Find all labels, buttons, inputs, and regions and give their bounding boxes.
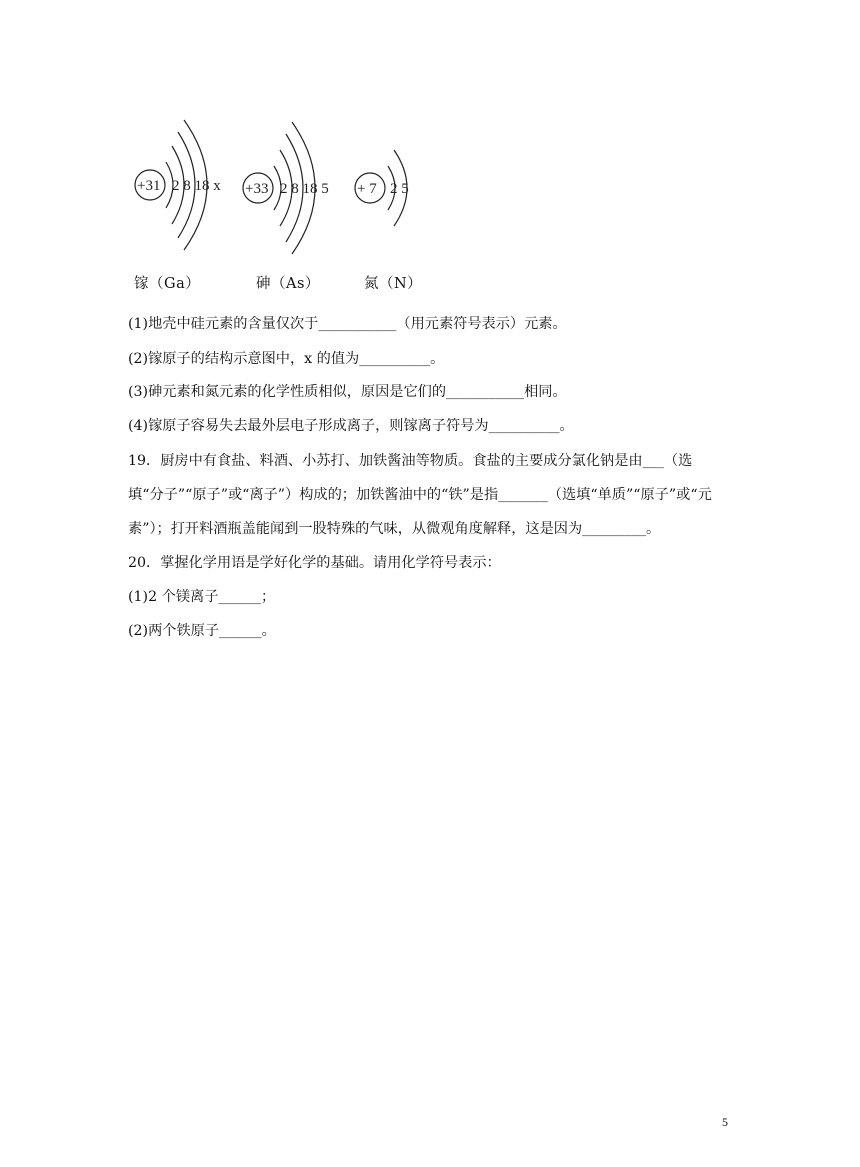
question-20-part-2: (2)两个铁原子______。 <box>128 623 276 639</box>
question-18-part-3: (3)砷元素和氮元素的化学性质相似，原因是它们的___________相同。 <box>128 384 567 400</box>
gallium-label: 镓（Ga） <box>134 276 201 292</box>
page-number: 5 <box>722 1115 728 1129</box>
arsenic-label: 砷（As） <box>256 276 320 292</box>
question-20-part-1: (1)2 个镁离子______； <box>128 589 276 605</box>
question-18-part-4: (4)镓原子容易失去最外层电子形成离子，则镓离子符号为__________。 <box>128 418 574 434</box>
atom-structure-figure <box>128 110 448 300</box>
gallium-atom-diagram <box>128 110 238 260</box>
arsenic-nucleus: +33 <box>245 181 269 197</box>
gallium-shells: 2 8 18 x <box>172 178 221 194</box>
question-19-line-2: 填“分子”“原子”或“离子”）构成的；加铁酱油中的“铁”是指_______（选填“单质”“原子”或“元 <box>128 487 712 503</box>
question-20-stem: 20．掌握化学用语是学好化学的基础。请用化学符号表示： <box>128 555 501 571</box>
question-18-part-1: (1)地壳中硅元素的含量仅次于___________（用元素符号表示）元素。 <box>128 316 567 332</box>
question-19-line-1: 19．厨房中有食盐、料酒、小苏打、加铁酱油等物质。食盐的主要成分氯化钠是由___（选 <box>128 453 693 469</box>
question-19-line-3: 素”）；打开料酒瓶盖能闻到一股特殊的气味，从微观角度解释，这是因为_________。 <box>128 521 661 537</box>
nitrogen-nucleus: + 7 <box>357 181 377 197</box>
question-18-part-2: (2)镓原子的结构示意图中，x 的值为__________。 <box>128 351 445 367</box>
gallium-nucleus: +31 <box>137 178 161 194</box>
nitrogen-label: 氮（N） <box>364 276 423 292</box>
nitrogen-atom-diagram <box>348 110 428 260</box>
nitrogen-shells: 2 5 <box>390 181 409 197</box>
arsenic-atom-diagram <box>238 110 348 260</box>
arsenic-shells: 2 8 18 5 <box>280 181 329 197</box>
